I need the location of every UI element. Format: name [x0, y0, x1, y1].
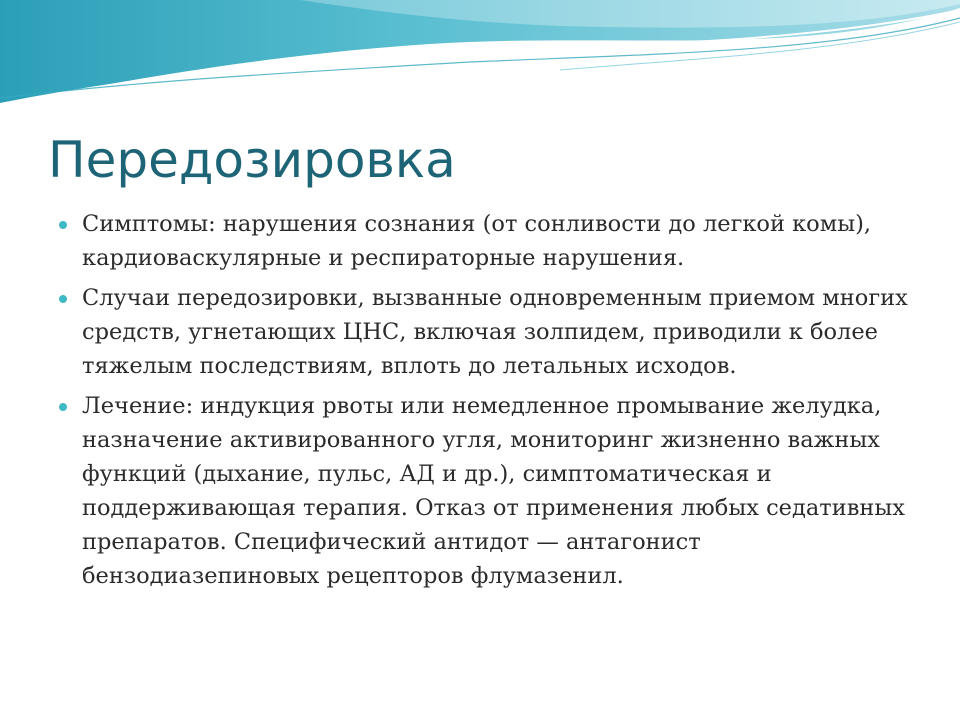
wave-header-decoration — [0, 0, 960, 130]
bullet-text: Симптомы: нарушения сознания (от сонливости до легкой комы), кардиоваскулярные и респираторные нарушения. — [82, 211, 872, 271]
bullet-text: Случаи передозировки, вызванные одновременным приемом многих средств, угнетающих ЦНС, включая золпидем, приводили к более тяжелым последствиям, вплоть до летальных исходов. — [82, 285, 908, 379]
bullet-dot-icon — [59, 295, 67, 303]
bullet-dot-icon — [59, 403, 67, 411]
bullet-list — [56, 207, 916, 599]
bullet-item-treatment — [56, 389, 916, 593]
bullet-text: Лечение: индукция рвоты или немедленное промывание желудка, назначение активированного угля, мониторинг жизненно важных функций (дыхание, пульс, АД и др.), симптоматическая и поддерживающая терапия. Отказ от применения любых седативных препаратов. Специфический антидот — антагонист бензодиазепиновых рецепторов флумазенил. — [82, 393, 905, 589]
bullet-item-overdose-cases — [56, 281, 916, 383]
slide-title: Передозировка — [48, 131, 456, 189]
bullet-dot-icon — [59, 221, 67, 229]
bullet-item-symptoms — [56, 207, 916, 275]
